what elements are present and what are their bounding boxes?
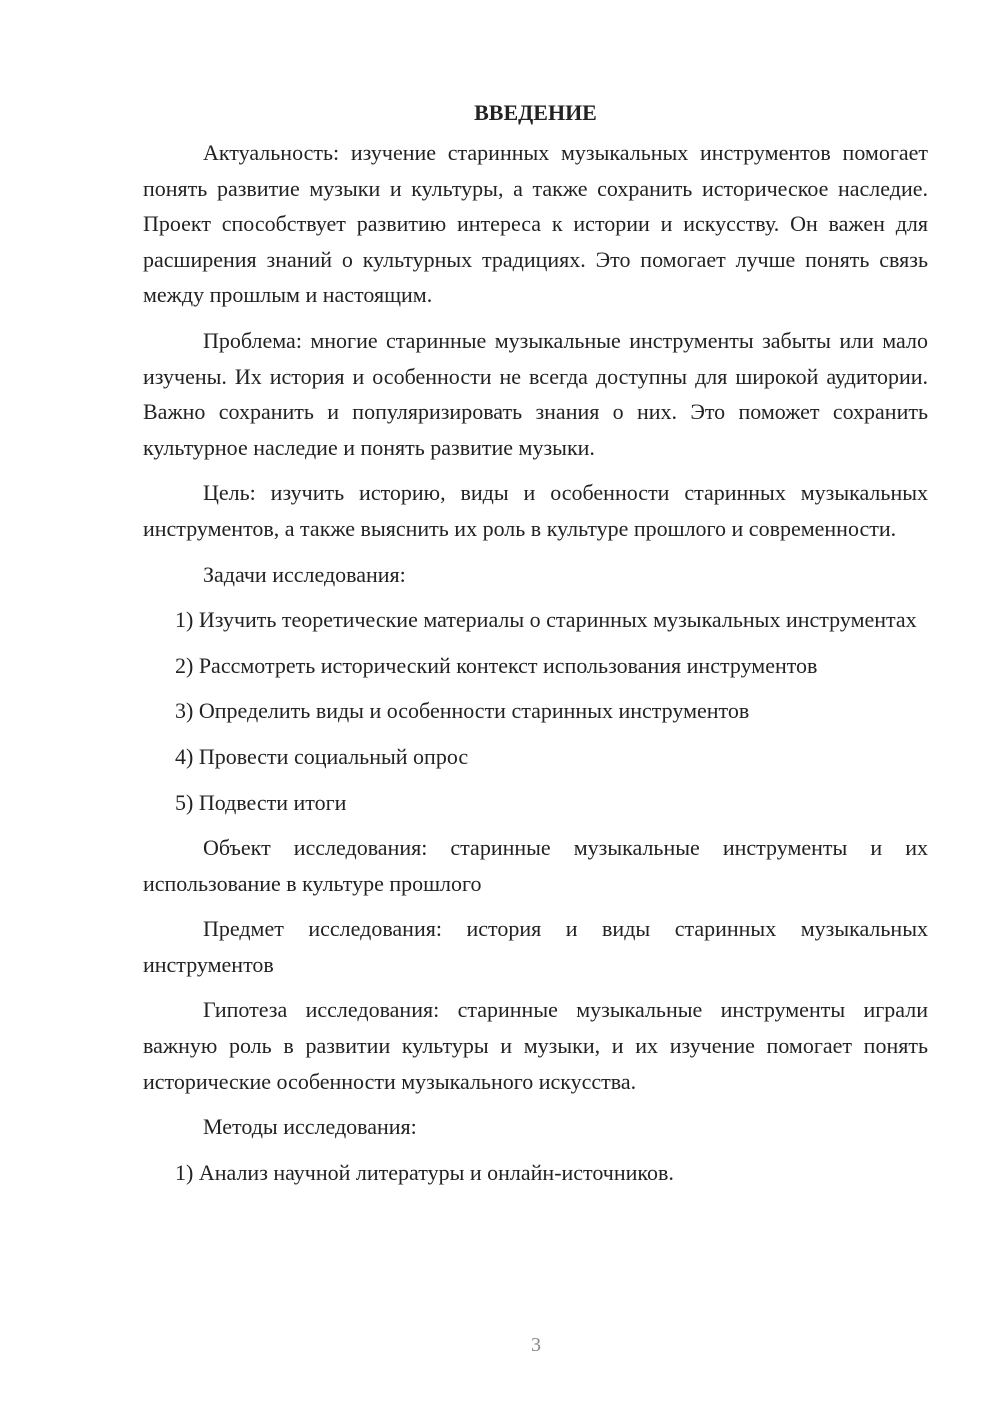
task-item: 3) Определить виды и особенности старинных инструментов xyxy=(175,698,750,724)
document-body xyxy=(143,95,928,1200)
page-number: 3 xyxy=(531,1334,541,1356)
task-item: 1) Изучить теоретические материалы о старинных музыкальных инструментах xyxy=(175,607,917,633)
tasks-heading: Задачи исследования: xyxy=(203,561,406,587)
task-item: 5) Подвести итоги xyxy=(175,789,347,815)
object-paragraph: Объект исследования: старинные музыкальные инструменты и их использование в культуре прошлого xyxy=(143,835,928,896)
method-item: 1) Анализ научной литературы и онлайн-источников. xyxy=(175,1159,674,1185)
section-title: ВВЕДЕНИЕ xyxy=(474,100,597,125)
methods-heading: Методы исследования: xyxy=(203,1114,417,1140)
subject-paragraph: Предмет исследования: история и виды старинных музыкальных инструментов xyxy=(143,916,928,977)
task-item: 2) Рассмотреть исторический контекст использования инструментов xyxy=(175,652,818,678)
hypothesis-paragraph: Гипотеза исследования: старинные музыкальные инструменты играли важную роль в развитии культуры и музыки, и их изучение помогает понять исторические особенности музыкального искусства. xyxy=(143,997,928,1094)
goal-paragraph: Цель: изучить историю, виды и особенности старинных музыкальных инструментов, а также выяснить их роль в культуре прошлого и современности. xyxy=(143,480,928,541)
problem-paragraph: Проблема: многие старинные музыкальные инструменты забыты или мало изучены. Их история и особенности не всегда доступны для широкой аудитории. Важно сохранить и популяризировать знания о них. Это поможет сохранить культурное наследие и понять развитие музыки. xyxy=(143,327,928,460)
task-item: 4) Провести социальный опрос xyxy=(175,743,469,769)
relevance-paragraph: Актуальность: изучение старинных музыкальных инструментов помогает понять развитие музыки и культуры, а также сохранить историческое наследие. Проект способствует развитию интереса к истории и искусству. Он важен для расширения знаний о культурных традициях. Это помогает лучше понять связь между прошлым и настоящим. xyxy=(143,140,928,308)
